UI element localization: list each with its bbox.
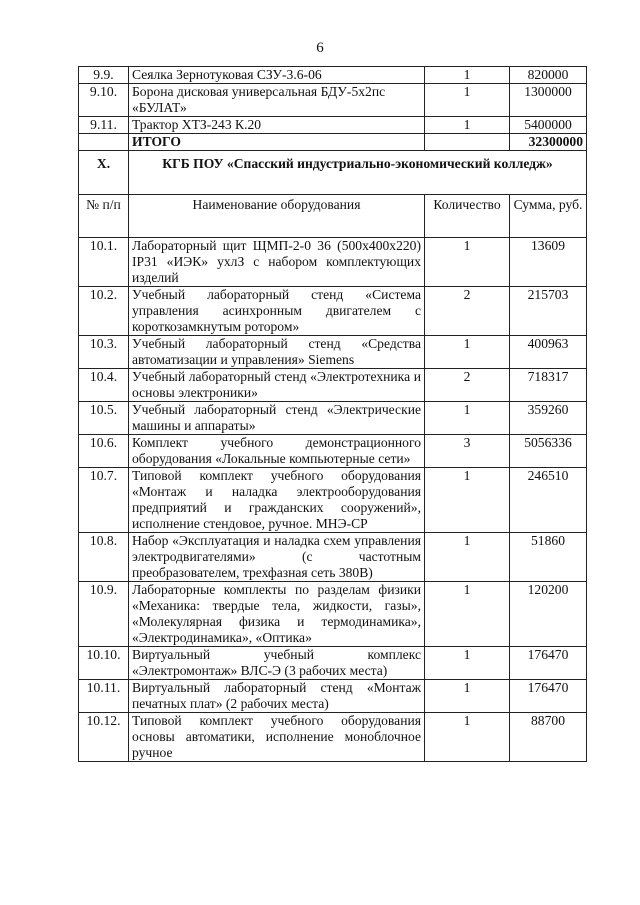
section-row — [79, 151, 587, 195]
amount: 176470 — [510, 647, 587, 680]
amount: 120200 — [510, 582, 587, 647]
quantity: 1 — [425, 67, 510, 84]
header-quantity: Количество — [425, 195, 510, 238]
row-number: 10.7. — [79, 468, 129, 533]
quantity: 1 — [425, 117, 510, 134]
amount: 215703 — [510, 287, 587, 336]
table-row — [79, 435, 587, 468]
equipment-name: Набор «Эксплуатация и наладка схем управления электродвигателями» (с частотным преобразователем, трехфазная сеть 380В) — [129, 533, 425, 582]
equipment-name: Трактор ХТЗ-243 К.20 — [129, 117, 425, 134]
item-rows — [79, 238, 587, 762]
header-amount: Сумма, руб. — [510, 195, 587, 238]
equipment-name: Учебный лабораторный стенд «Система управления асинхронным двигателем с короткозамкнутым ротором» — [129, 287, 425, 336]
quantity: 2 — [425, 287, 510, 336]
row-number: 9.10. — [79, 84, 129, 117]
table-row — [79, 238, 587, 287]
row-number: 10.12. — [79, 713, 129, 762]
amount: 51860 — [510, 533, 587, 582]
amount: 1300000 — [510, 84, 587, 117]
equipment-name: Сеялка Зернотуковая СЗУ-3.6-06 — [129, 67, 425, 84]
row-number: 10.2. — [79, 287, 129, 336]
row-number: 9.11. — [79, 117, 129, 134]
equipment-name: Виртуальный лабораторный стенд «Монтаж печатных плат» (2 рабочих места) — [129, 680, 425, 713]
equipment-name: Виртуальный учебный комплекс «Электромонтаж» ВЛС-Э (3 рабочих места) — [129, 647, 425, 680]
quantity: 1 — [425, 336, 510, 369]
page-number: 6 — [316, 40, 324, 56]
empty-cell — [79, 134, 129, 151]
amount: 176470 — [510, 680, 587, 713]
table-row — [79, 117, 587, 134]
quantity: 1 — [425, 582, 510, 647]
amount: 718317 — [510, 369, 587, 402]
row-number: 10.5. — [79, 402, 129, 435]
header-name: Наименование оборудования — [129, 195, 425, 238]
amount: 88700 — [510, 713, 587, 762]
equipment-name: Типовой комплект учебного оборудования основы автоматики, исполнение моноблочное ручное — [129, 713, 425, 762]
row-number: 10.6. — [79, 435, 129, 468]
amount: 820000 — [510, 67, 587, 84]
table-row — [79, 84, 587, 117]
table-row — [79, 402, 587, 435]
empty-cell — [425, 134, 510, 151]
row-number: 10.9. — [79, 582, 129, 647]
amount: 400963 — [510, 336, 587, 369]
row-number: 10.3. — [79, 336, 129, 369]
row-number: 10.4. — [79, 369, 129, 402]
quantity: 2 — [425, 369, 510, 402]
equipment-name: Комплект учебного демонстрационного оборудования «Локальные компьютерные сети» — [129, 435, 425, 468]
amount: 5400000 — [510, 117, 587, 134]
amount: 13609 — [510, 238, 587, 287]
quantity: 1 — [425, 238, 510, 287]
quantity: 1 — [425, 647, 510, 680]
table-row — [79, 533, 587, 582]
table-row — [79, 647, 587, 680]
quantity: 1 — [425, 533, 510, 582]
equipment-name: Учебный лабораторный стенд «Электрические машины и аппараты» — [129, 402, 425, 435]
quantity: 1 — [425, 680, 510, 713]
equipment-name: Учебный лабораторный стенд «Электротехника и основы электроники» — [129, 369, 425, 402]
row-number: 10.10. — [79, 647, 129, 680]
quantity: 1 — [425, 713, 510, 762]
equipment-name: Борона дисковая универсальная БДУ-5х2пс «БУЛАТ» — [129, 84, 425, 117]
quantity: 1 — [425, 402, 510, 435]
table-row — [79, 582, 587, 647]
equipment-table — [78, 66, 587, 762]
amount: 359260 — [510, 402, 587, 435]
table-row — [79, 369, 587, 402]
table-row — [79, 67, 587, 84]
amount: 246510 — [510, 468, 587, 533]
amount: 5056336 — [510, 435, 587, 468]
table-row — [79, 287, 587, 336]
table-row — [79, 336, 587, 369]
equipment-name: Лабораторный щит ЩМП-2-0 36 (500х400х220) IP31 «ИЭК» ухлЗ с набором комплектующих изделий — [129, 238, 425, 287]
table-row — [79, 468, 587, 533]
row-number: 10.1. — [79, 238, 129, 287]
row-number: 10.8. — [79, 533, 129, 582]
quantity: 3 — [425, 435, 510, 468]
equipment-name: Типовой комплект учебного оборудования «Монтаж и наладка электрооборудования предприятий и гражданских сооружений», исполнение стендовое, ручное. МНЭ-СР — [129, 468, 425, 533]
table-row — [79, 680, 587, 713]
quantity: 1 — [425, 84, 510, 117]
total-row — [79, 134, 587, 151]
total-amount: 32300000 — [510, 134, 587, 151]
table-row — [79, 713, 587, 762]
quantity: 1 — [425, 468, 510, 533]
equipment-name: Лабораторные комплекты по разделам физики «Механика: твердые тела, жидкости, газы», «Молекулярная физика и термодинамика», «Электродинамика», «Оптика» — [129, 582, 425, 647]
equipment-name: Учебный лабораторный стенд «Средства автоматизации и управления» Siemens — [129, 336, 425, 369]
table-header — [79, 195, 587, 238]
section-number: X. — [79, 151, 129, 195]
total-label: ИТОГО — [129, 134, 425, 151]
header-number: № п/п — [79, 195, 129, 238]
row-number: 9.9. — [79, 67, 129, 84]
row-number: 10.11. — [79, 680, 129, 713]
section-title: КГБ ПОУ «Спасский индустриально-экономический колледж» — [129, 151, 587, 195]
